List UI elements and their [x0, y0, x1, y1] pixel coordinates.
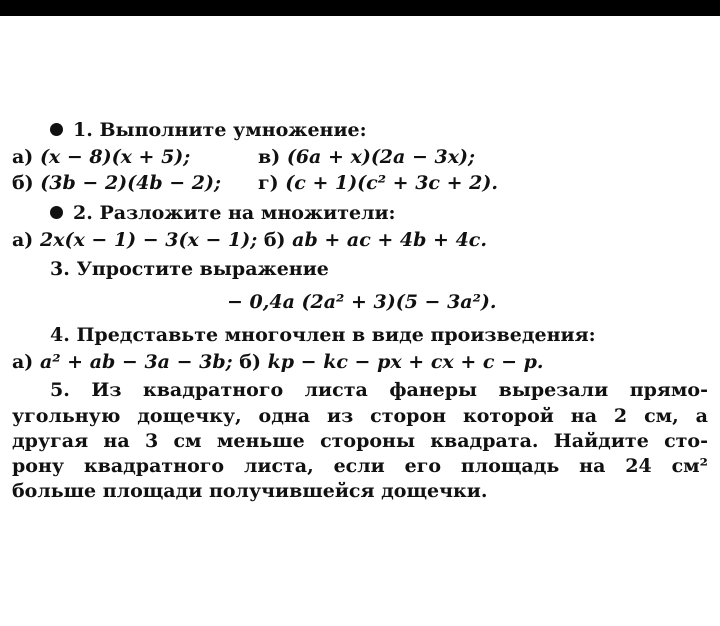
task1-title: Выполните умножение: — [99, 119, 367, 141]
task1-a-label: а) — [12, 146, 34, 168]
task1-b-expr: (3b − 2)(4b − 2); — [40, 172, 222, 194]
task2-title: Разложите на множители: — [99, 202, 396, 224]
task1-a-expr: (x − 8)(x + 5); — [39, 146, 191, 168]
task1-g-label: г) — [258, 172, 279, 194]
task1-row-v — [258, 145, 475, 170]
task5-line1-text: Из квадратного листа фанеры вырезали прямо- — [91, 379, 708, 401]
task5-line-2: угольную дощечку, одна из сторон которой на 2 см, а — [12, 405, 708, 427]
task1-row-b — [12, 171, 221, 196]
bullet-icon — [50, 123, 63, 136]
task2-row — [12, 228, 487, 253]
task4-b-label: б) — [239, 351, 261, 373]
task2-a-expr: 2x(x − 1) − 3(x − 1); — [39, 229, 258, 251]
task5-line-4: рону квадратного листа, если его площадь на 24 см² — [12, 455, 708, 477]
task1-b-label: б) — [12, 172, 34, 194]
task1-v-expr: (6a + x)(2a − 3x); — [286, 146, 476, 168]
task5-number: 5. — [50, 379, 70, 401]
task2-b-label: б) — [263, 229, 286, 251]
task4-a-label: а) — [12, 351, 34, 373]
task1-row-a — [12, 145, 190, 170]
task1-heading — [50, 118, 367, 143]
task2-heading — [50, 201, 396, 226]
task1-g-expr: (c + 1)(c² + 3c + 2). — [285, 172, 498, 194]
bullet-icon — [50, 206, 63, 219]
task5-line-3: другая на 3 см меньше стороны квадрата. Найдите сто- — [12, 430, 708, 452]
task1-v-label: в) — [258, 146, 281, 168]
task5-line-1 — [12, 378, 708, 403]
task3-heading — [50, 257, 329, 282]
task2-a-label: а) — [12, 229, 34, 251]
task3-expr: − 0,4a (2a² + 3)(5 − 3a²). — [227, 291, 497, 313]
task4-row — [12, 350, 544, 375]
task4-number: 4. — [50, 324, 70, 346]
task3-title: Упростите выражение — [76, 258, 329, 280]
task4-title: Представьте многочлен в виде произведения: — [76, 324, 596, 346]
task4-a-expr: a² + ab − 3a − 3b; — [39, 351, 233, 373]
task4-b-expr: kp − kc − px + cx + c − p. — [267, 351, 544, 373]
task1-number: 1. — [73, 119, 93, 141]
top-bar — [0, 0, 720, 16]
task2-number: 2. — [73, 202, 93, 224]
task3-expression — [227, 290, 497, 315]
task3-number: 3. — [50, 258, 70, 280]
task1-row-g — [258, 171, 498, 196]
task4-heading — [50, 323, 596, 348]
task2-b-expr: ab + ac + 4b + 4c. — [292, 229, 487, 251]
task5-line-5: больше площади получившейся дощечки. — [12, 480, 488, 502]
